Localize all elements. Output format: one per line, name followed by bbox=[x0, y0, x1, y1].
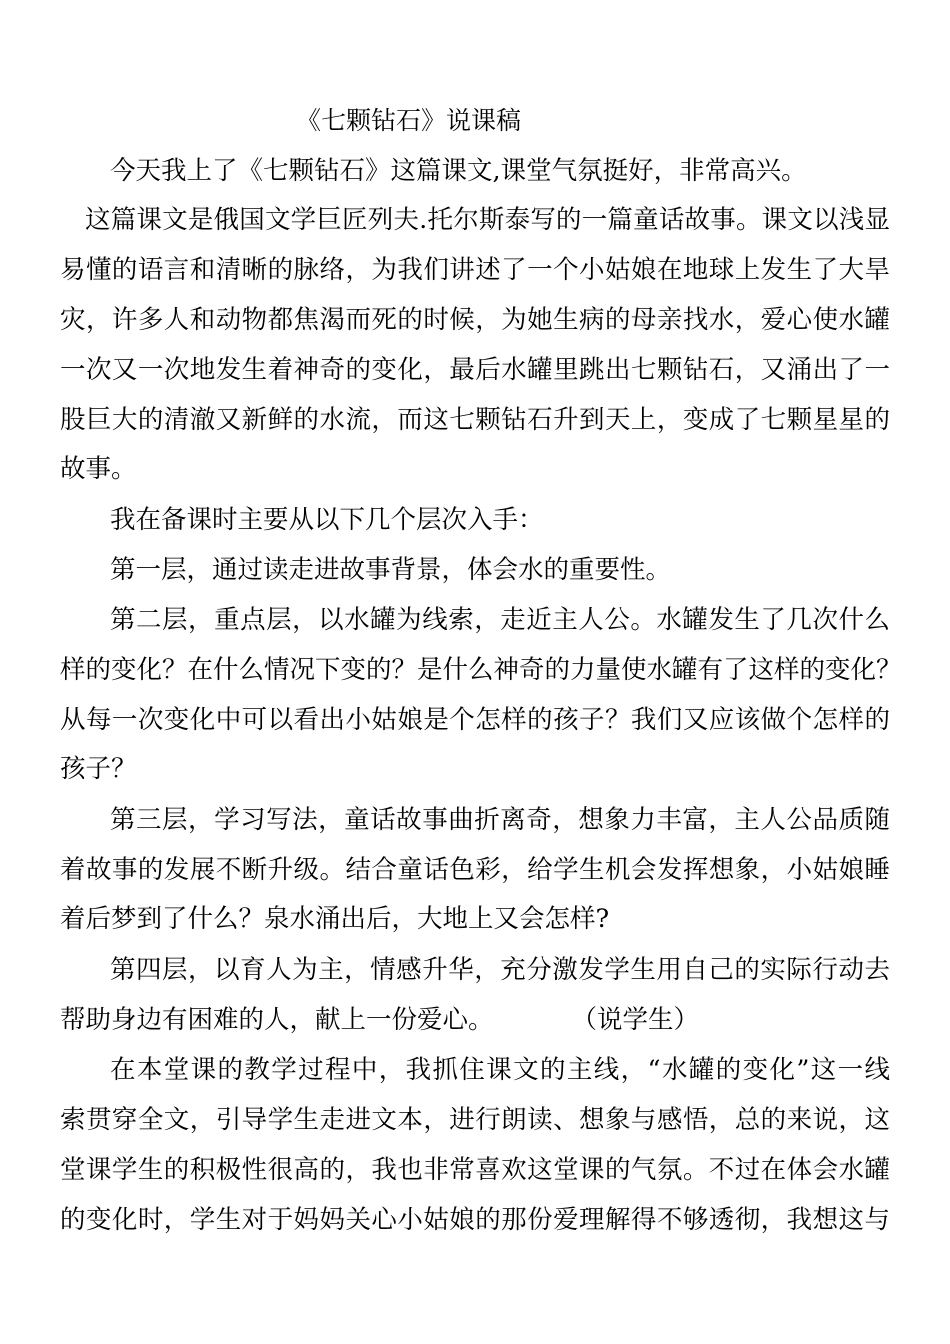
paragraph-line: 股巨大的清澈又新鲜的水流，而这七颗钻石升到天上，变成了七颗星星的 bbox=[60, 405, 890, 435]
paragraph-line: 第三层，学习写法，童话故事曲折离奇，想象力丰富，主人公品质随 bbox=[110, 805, 890, 835]
paragraph-text: 帮助身边有困难的人，献上一份爱心。 bbox=[60, 1005, 494, 1035]
paragraph-line: 易懂的语言和清晰的脉络，为我们讲述了一个小姑娘在地球上发生了大旱 bbox=[60, 255, 890, 285]
paragraph-line: 堂课学生的积极性很高的，我也非常喜欢这堂课的气氛。不过在体会水罐 bbox=[60, 1155, 890, 1185]
document-title: 《七颗钻石》说课稿 bbox=[296, 106, 522, 135]
paragraph-line: 今天我上了《七颗钻石》这篇课文,课堂气氛挺好，非常高兴。 bbox=[110, 156, 807, 186]
paragraph-line: 孩子？ bbox=[60, 754, 137, 784]
paragraph-line: 第四层，以育人为主，情感升华，充分激发学生用自己的实际行动去 bbox=[110, 955, 890, 985]
paragraph-line: 着故事的发展不断升级。结合童话色彩，给学生机会发挥想象，小姑娘睡 bbox=[60, 855, 890, 885]
paragraph-line: 故事。 bbox=[60, 454, 137, 484]
paragraph-line: 索贯穿全文，引导学生走进文本，进行朗读、想象与感悟，总的来说，这 bbox=[60, 1105, 890, 1135]
paragraph-line: 灾，许多人和动物都焦渴而死的时候，为她生病的母亲找水，爱心使水罐 bbox=[60, 305, 890, 335]
paragraph-line: 我在备课时主要从以下几个层次入手： bbox=[110, 505, 544, 535]
paragraph-line: 的变化时，学生对于妈妈关心小姑娘的那份爱理解得不够透彻，我想这与 bbox=[60, 1205, 890, 1235]
paragraph-line: 着后梦到了什么？泉水涌出后，大地上又会怎样? bbox=[60, 904, 610, 934]
paragraph-line: 第二层，重点层，以水罐为线索，走近主人公。水罐发生了几次什么 bbox=[110, 605, 890, 635]
paragraph-line: 这篇课文是俄国文学巨匠列夫.托尔斯泰写的一篇童话故事。课文以浅显 bbox=[85, 205, 890, 235]
paragraph-line bbox=[60, 1002, 699, 1038]
paragraph-line: 一次又一次地发生着神奇的变化，最后水罐里跳出七颗钻石，又涌出了一 bbox=[60, 355, 890, 385]
section-label: （说学生） bbox=[571, 1005, 700, 1035]
paragraph-line: 第一层，通过读走进故事背景，体会水的重要性。 bbox=[110, 555, 672, 585]
paragraph-line: 在本堂课的教学过程中，我抓住课文的主线，“水罐的变化”这一线 bbox=[110, 1055, 890, 1085]
paragraph-line: 从每一次变化中可以看出小姑娘是个怎样的孩子？我们又应该做个怎样的 bbox=[60, 705, 890, 735]
paragraph-line: 样的变化？在什么情况下变的？是什么神奇的力量使水罐有了这样的变化？ bbox=[60, 655, 902, 685]
